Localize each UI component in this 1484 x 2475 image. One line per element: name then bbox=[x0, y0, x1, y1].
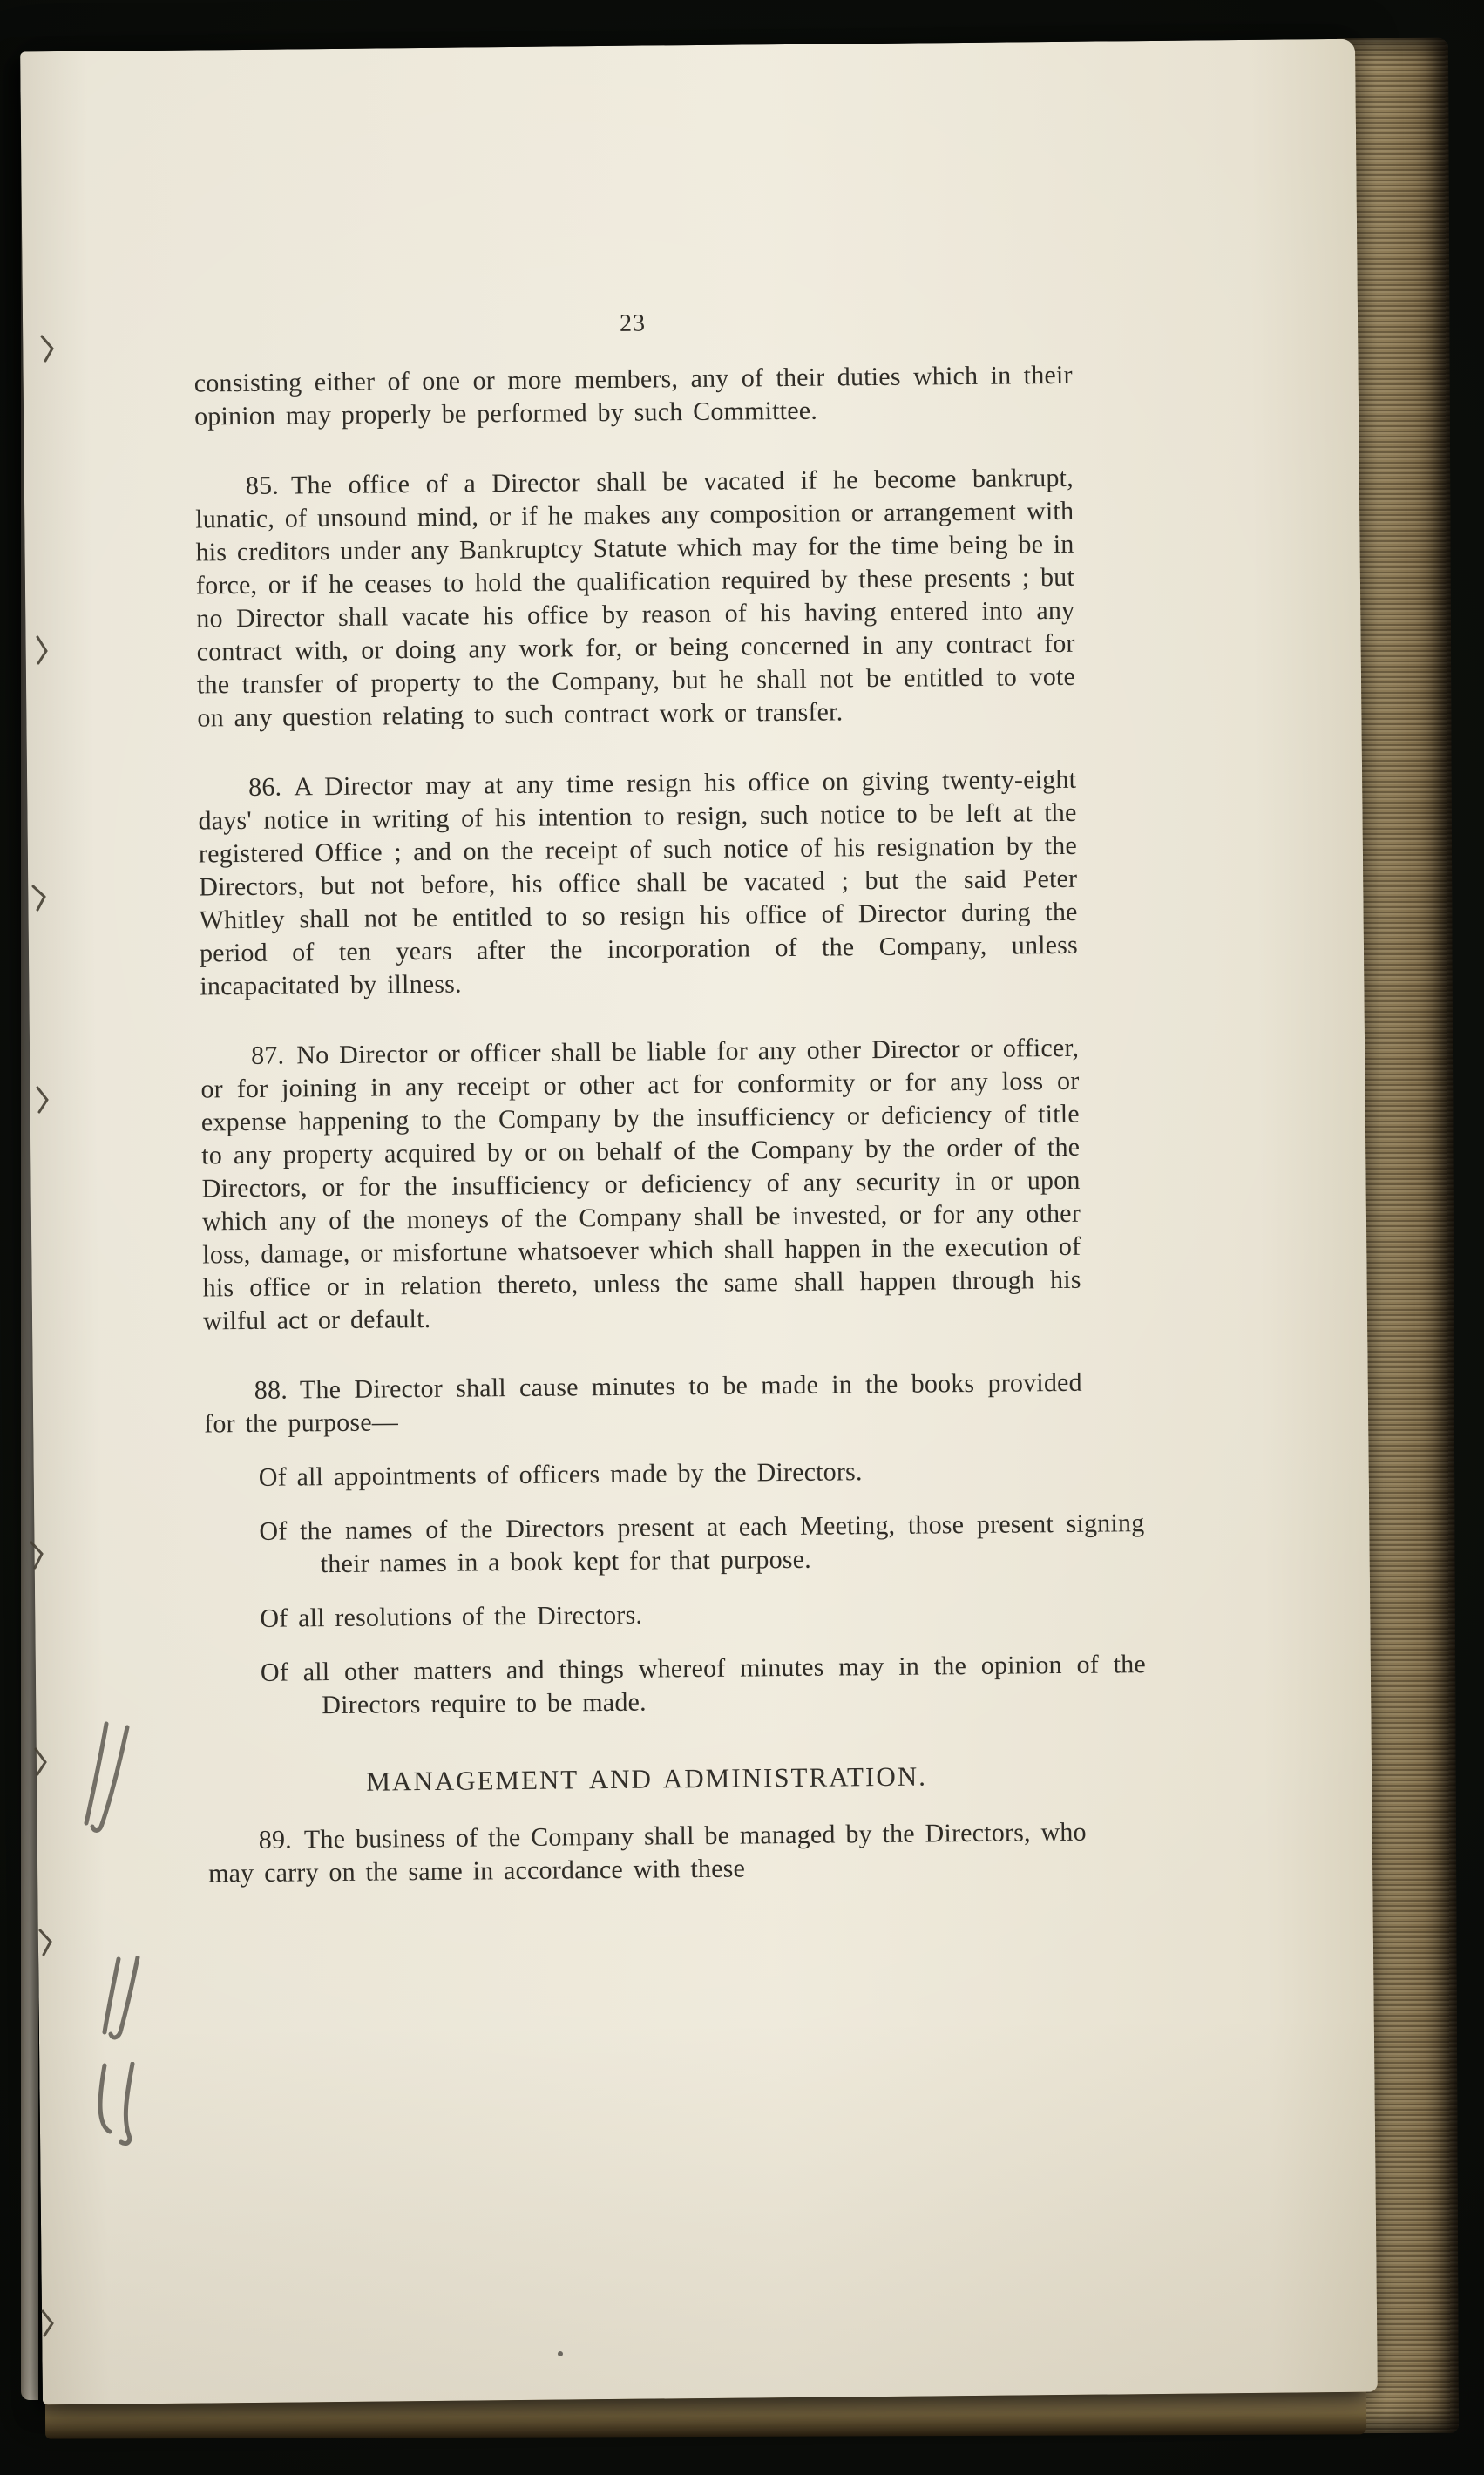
minute-item-other-matters: Of all other matters and things whereof minutes may in the opinion of the Directors require to be made. bbox=[260, 1650, 1147, 1720]
margin-pencil-mark-1 bbox=[80, 1719, 136, 1834]
binding-stitch bbox=[33, 1084, 52, 1115]
clause-86-number: 86. bbox=[248, 772, 282, 802]
clause-85-text: The office of a Director shall be vacated if he become bankrupt, lunatic, of unsound mind, or if he makes any composition or arrangement with his creditors under any Bankruptcy Statute which may for the time being be in force, or if he ceases to hold the qualification required by these presents ; but no Director shall vacate his office by reason of his having entered into any contract with, or doing any work for, or being concerned in any contract for the transfer of property to the Company, but he shall not be entitled to vote on any question relating to such contract work or transfer. bbox=[195, 463, 1076, 733]
page-number: 23 bbox=[619, 309, 647, 337]
clause-88-text: The Director shall cause minutes to be made in the books provided for the purpose— bbox=[204, 1367, 1082, 1439]
minute-item-appointments: Of all appointments of officers made by the Directors. bbox=[258, 1457, 863, 1492]
binding-stitch bbox=[31, 1746, 51, 1778]
clause-85 bbox=[195, 462, 1076, 736]
clause-89-number: 89. bbox=[258, 1825, 293, 1855]
paper-speck bbox=[558, 2351, 563, 2356]
clause-87-number: 87. bbox=[250, 1041, 285, 1070]
binding-stitch bbox=[28, 1539, 47, 1570]
margin-pencil-mark-2 bbox=[98, 1956, 146, 2043]
clause-86 bbox=[198, 763, 1079, 1004]
clause-89 bbox=[208, 1816, 1088, 1891]
binding-stitch bbox=[37, 1926, 56, 1957]
clause-87-text: No Director or officer shall be liable for any other Director or officer, or for joining in any receipt or other act for conformity or for any loss or expense happening to the Company by the insufficiency or deficiency of title to any property acquired by or on behalf of the Company by the order of the Directors, or for the insufficiency or deficiency of any security in or upon which any of the moneys of the Company shall be invested, or for any other loss, damage, or misfortune whatsoever which shall happen in the execution of his office or in relation thereto, unless the same shall happen through his wilful act or default. bbox=[200, 1033, 1081, 1336]
section-heading: MANAGEMENT AND ADMINISTRATION. bbox=[366, 1760, 928, 1797]
binding-stitch bbox=[33, 634, 52, 666]
document-page bbox=[20, 39, 1378, 2405]
clause-86-text: A Director may at any time resign his office on giving twenty-eight days' notice in writing of his intention to resign, such notice to be left at the registered Office ; and on the receipt of such notice of his resignation by the Directors, but not before, his office shall be vacated ; but the said Peter Whitley shall not be entitled to so resign his office of Director during the period of ten years after the incorporation of the Company, unless incapacitated by illness. bbox=[198, 764, 1079, 1001]
margin-pencil-mark-3 bbox=[94, 2062, 143, 2147]
clause-85-number: 85. bbox=[245, 471, 280, 500]
binding-stitch bbox=[38, 333, 58, 364]
clause-87 bbox=[200, 1032, 1081, 1339]
binding-stitch bbox=[30, 882, 49, 913]
continuation-paragraph: consisting either of one or more members, any of their duties which in their opinion may properly be performed by such Committee. bbox=[193, 360, 1073, 431]
clause-89-text: The business of the Company shall be managed by the Directors, who may carry on the same in accordance with these bbox=[207, 1817, 1087, 1888]
minute-item-names: Of the names of the Directors present at each Meeting, those present signing their names in a book kept for that purpose. bbox=[259, 1509, 1145, 1579]
clause-88-number: 88. bbox=[254, 1375, 288, 1405]
text-block bbox=[193, 303, 1147, 1891]
binding-stitch bbox=[38, 2308, 58, 2339]
minute-item-resolutions: Of all resolutions of the Directors. bbox=[260, 1600, 643, 1633]
clause-88 bbox=[204, 1366, 1083, 1441]
